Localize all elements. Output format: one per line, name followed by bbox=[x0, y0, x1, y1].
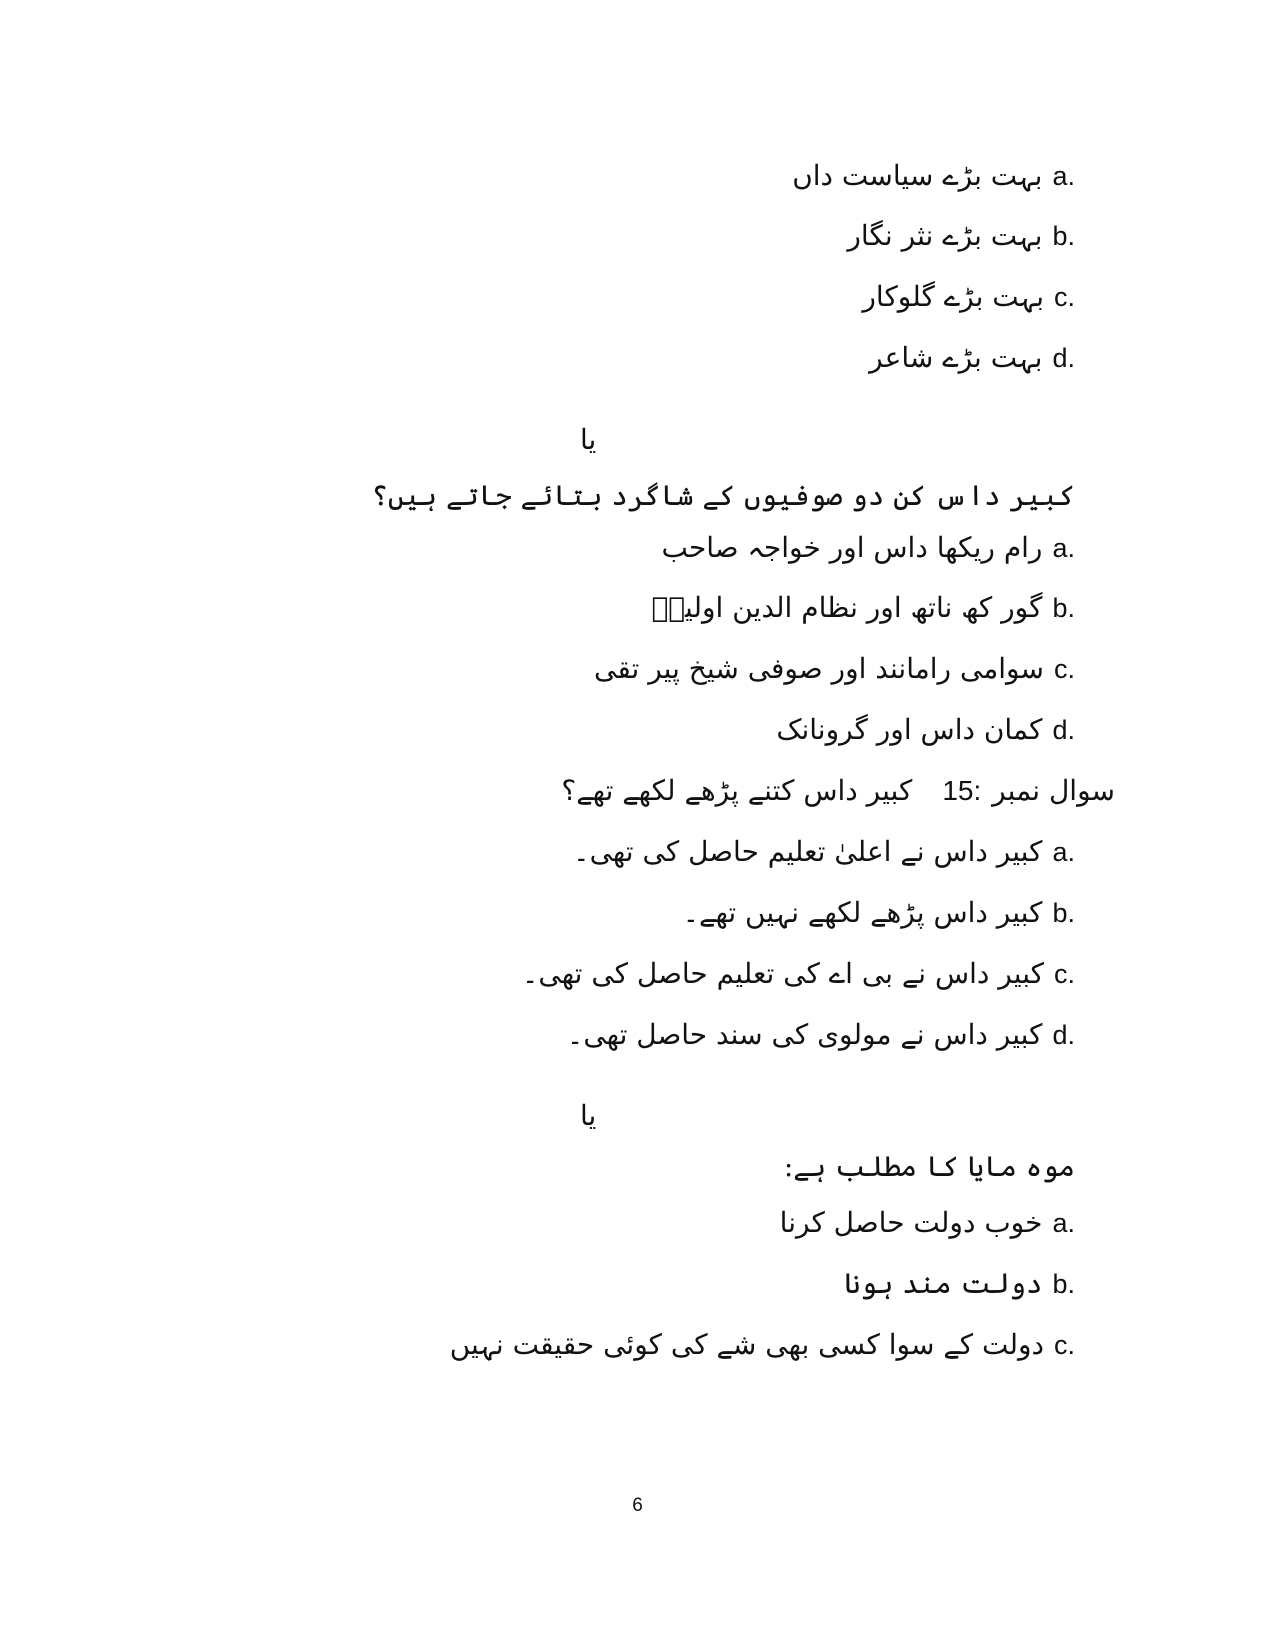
question-text: کبیر داس کن دو صوفیوں کے شاگرد بتائے جاتے ہیں؟ bbox=[371, 479, 1075, 512]
option-b bbox=[683, 893, 1075, 933]
option-c bbox=[594, 649, 1075, 689]
option-a bbox=[573, 832, 1075, 872]
option-letter: d . bbox=[1052, 710, 1075, 750]
option-text: بہت بڑے گلوکار bbox=[862, 280, 1044, 313]
option-text: بہت بڑے نثر نگار bbox=[847, 219, 1043, 252]
option-letter: a . bbox=[1052, 156, 1075, 196]
option-c bbox=[522, 954, 1075, 994]
option-c bbox=[450, 1325, 1075, 1365]
option-a bbox=[792, 156, 1075, 196]
option-letter: c . bbox=[1054, 1325, 1075, 1365]
option-text: کبیر داس نے اعلیٰ تعلیم حاصل کی تھی۔ bbox=[573, 835, 1043, 868]
question-number: 15: bbox=[942, 775, 982, 806]
option-text: بہت بڑے سیاست داں bbox=[792, 159, 1043, 192]
option-b bbox=[847, 216, 1075, 256]
option-a bbox=[661, 528, 1075, 568]
option-text: دولت مند ہونا bbox=[844, 1267, 1043, 1300]
option-d bbox=[567, 1015, 1075, 1055]
option-letter: b . bbox=[1052, 588, 1075, 628]
option-c bbox=[862, 277, 1075, 317]
option-text: رام ریکھا داس اور خواجہ صاحب bbox=[661, 531, 1043, 564]
option-text: کبیر داس پڑھے لکھے نہیں تھے۔ bbox=[682, 896, 1043, 929]
or-separator: یا bbox=[580, 423, 597, 456]
option-letter: c . bbox=[1054, 277, 1075, 317]
option-b bbox=[844, 1264, 1075, 1304]
option-letter: a . bbox=[1052, 1203, 1075, 1243]
option-letter: b . bbox=[1052, 893, 1075, 933]
option-letter: d . bbox=[1052, 338, 1075, 378]
option-letter: b . bbox=[1052, 1264, 1075, 1304]
question-prefix: سوال نمبر bbox=[992, 774, 1115, 807]
option-letter: b . bbox=[1052, 216, 1075, 256]
option-letter: a . bbox=[1052, 528, 1075, 568]
option-text: سوامی رامانند اور صوفی شیخ پیر تقی bbox=[594, 652, 1044, 685]
option-text: گور کھ ناتھ اور نظام الدین اولیاؒ bbox=[651, 591, 1043, 624]
or-separator: یا bbox=[580, 1099, 597, 1132]
option-letter: c . bbox=[1054, 649, 1075, 689]
option-text: کمان داس اور گرونانک bbox=[776, 713, 1043, 746]
option-text: کبیر داس نے مولوی کی سند حاصل تھی۔ bbox=[566, 1018, 1043, 1051]
option-text: خوب دولت حاصل کرنا bbox=[779, 1206, 1043, 1239]
option-text: دولت کے سوا کسی بھی شے کی کوئی حقیقت نہیں bbox=[449, 1328, 1044, 1361]
option-letter: a . bbox=[1052, 832, 1075, 872]
option-b bbox=[651, 588, 1075, 628]
option-a bbox=[780, 1203, 1075, 1243]
option-text: کبیر داس نے بی اے کی تعلیم حاصل کی تھی۔ bbox=[522, 957, 1044, 990]
option-text: بہت بڑے شاعر bbox=[869, 341, 1043, 374]
page-number: 6 bbox=[632, 1495, 643, 1516]
option-d bbox=[776, 710, 1075, 750]
option-letter: d . bbox=[1052, 1015, 1075, 1055]
option-letter: c . bbox=[1054, 954, 1075, 994]
numbered-question bbox=[561, 771, 1115, 811]
question-text: موہ مایا کا مطلب ہے: bbox=[783, 1150, 1075, 1183]
option-d bbox=[869, 338, 1075, 378]
question-text: کبیر داس کتنے پڑھے لکھے تھے؟ bbox=[561, 774, 913, 807]
